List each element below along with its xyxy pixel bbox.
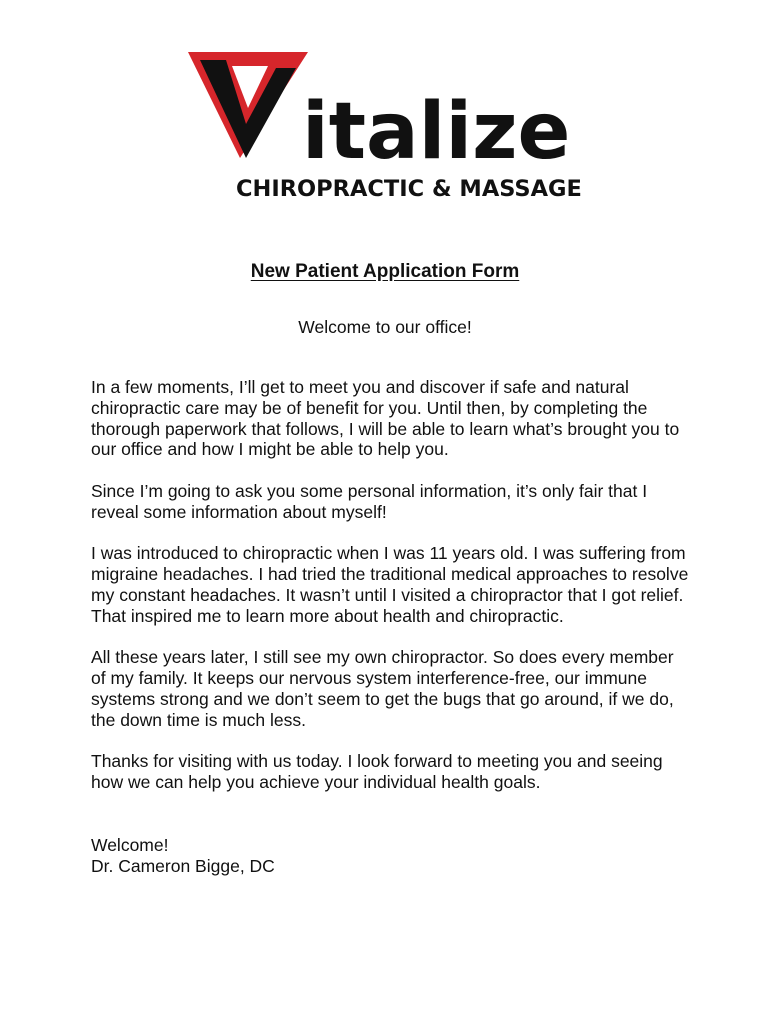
- paragraph-family: All these years later, I still see my own chiropractor. So does every member of my family. It keeps our nervous system interference-free, our immune systems strong and we don’t seem to get the bugs that go around, if we do, the down time is much less.: [91, 647, 674, 730]
- closing-welcome: Welcome!: [91, 835, 169, 855]
- logo-tagline: CHIROPRACTIC & MASSAGE: [236, 176, 582, 202]
- signature: Dr. Cameron Bigge, DC: [91, 856, 275, 876]
- paragraph-personal-info: Since I’m going to ask you some personal information, it’s only fair that I reveal some information about myself!: [91, 480, 648, 522]
- vitalize-logo: [180, 46, 600, 206]
- paragraph-thanks: Thanks for visiting with us today. I look forward to meeting you and seeing how we can help you achieve your individual health goals.: [91, 751, 663, 793]
- closing-block: [91, 835, 275, 877]
- paragraph-background: I was introduced to chiropractic when I was 11 years old. I was suffering from migraine headaches. I had tried the traditional medical approaches to resolve my constant headaches. It wasn’t until I visited a chiropractor that I got relief. That inspired me to learn more about health and chiropractic.: [91, 543, 689, 626]
- logo-brand-word: italize: [302, 87, 571, 177]
- vitalize-logo-mark: [180, 46, 600, 206]
- form-title: New Patient Application Form: [250, 261, 520, 282]
- letter-body: [91, 377, 691, 814]
- welcome-line: Welcome to our office!: [298, 317, 472, 337]
- paragraph-intro: In a few moments, I’ll get to meet you and discover if safe and natural chiropractic care may be of benefit for you. Until then, by completing the thorough paperwork that follows, I will be able to learn what’s brought you to our office and how I might be able to help you.: [91, 377, 680, 460]
